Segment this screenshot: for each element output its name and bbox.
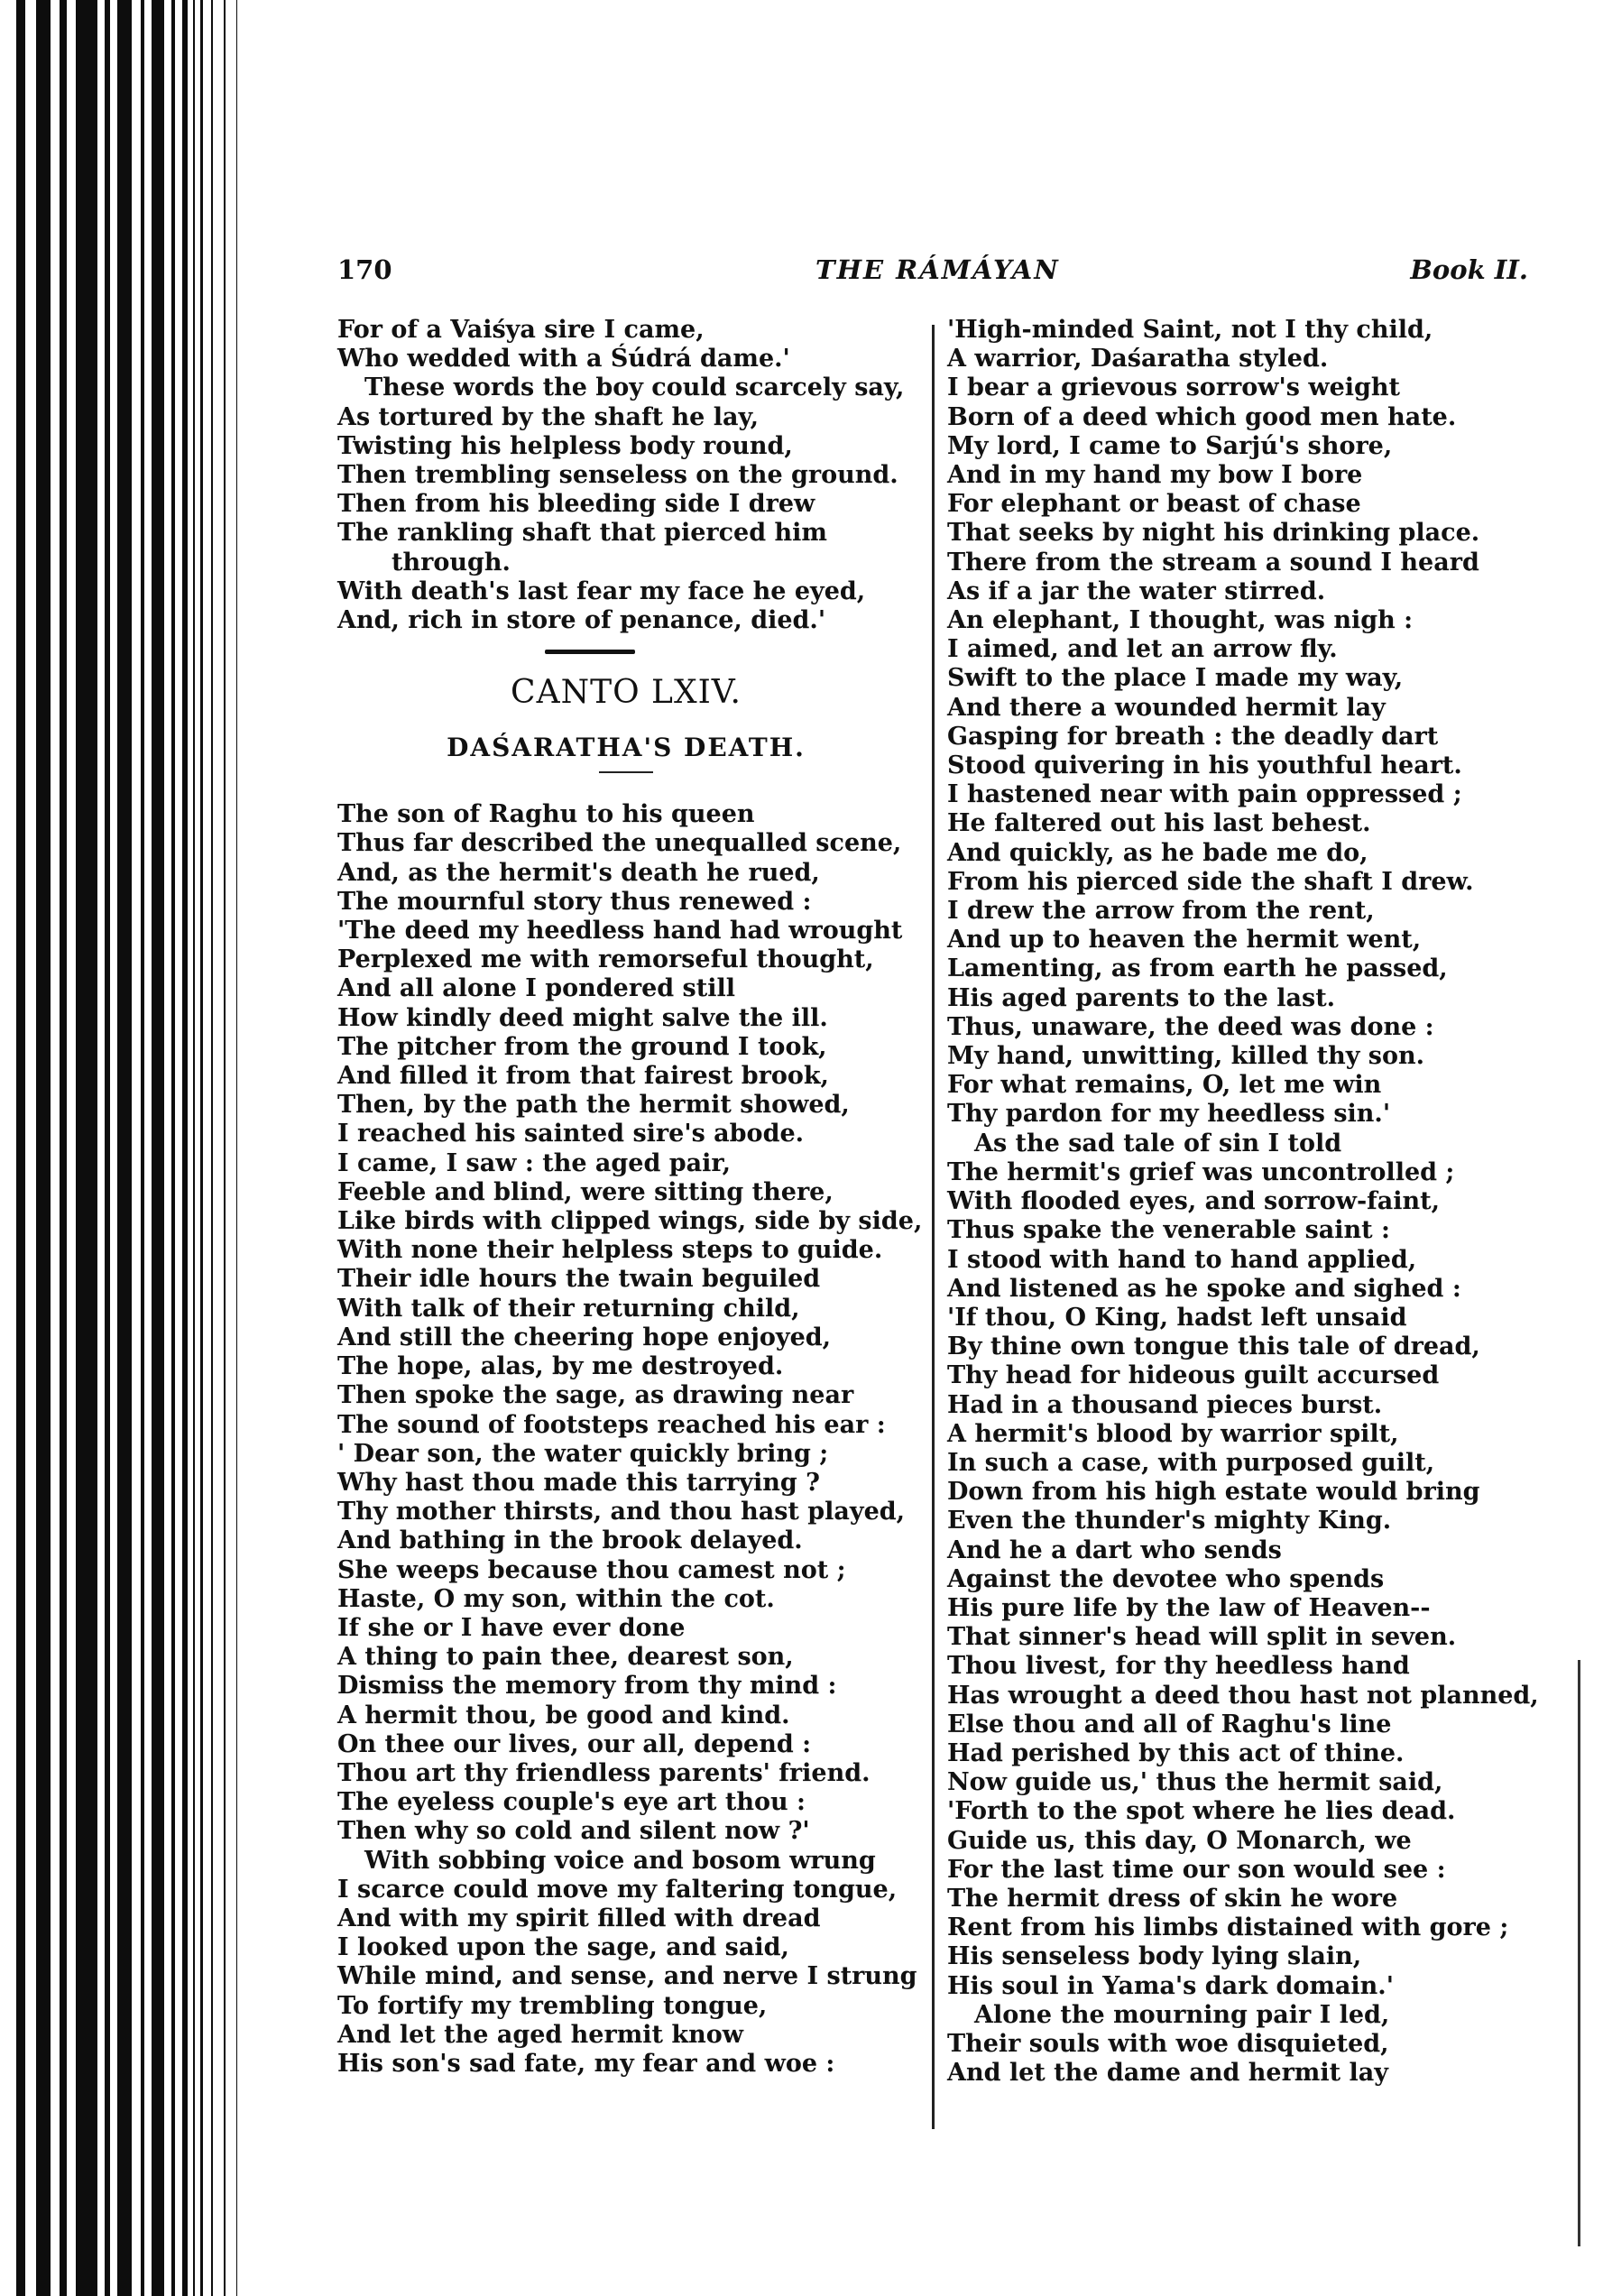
verse-line: Guide us, this day, O Monarch, we xyxy=(947,1826,1412,1855)
verse-line: Twisting his helpless body round, xyxy=(337,431,793,460)
verse-line: And let the aged hermit know xyxy=(337,2020,743,2049)
verse-line: Dismiss the memory from thy mind : xyxy=(337,1672,837,1701)
verse-line: Born of a deed which good men hate. xyxy=(947,402,1457,431)
verse-line: And, as the hermit's death he rued, xyxy=(337,858,820,887)
verse-line: Thus far described the unequalled scene, xyxy=(337,829,902,858)
verse-line: As if a jar the water stirred. xyxy=(947,576,1326,605)
verse-line: Swift to the place I made my way, xyxy=(947,664,1404,693)
verse-line: Thy head for hideous guilt accursed xyxy=(947,1361,1440,1390)
verse-line: Haste, O my son, within the cot. xyxy=(337,1584,775,1613)
verse-line: The son of Raghu to his queen xyxy=(337,800,755,829)
verse-line: As the sad tale of sin I told xyxy=(974,1129,1342,1157)
verse-line: That seeks by night his drinking place. xyxy=(947,519,1480,548)
verse-line: Thy mother thirsts, and thou hast played, xyxy=(337,1498,906,1526)
verse-line: That sinner's head will split in seven. xyxy=(947,1623,1457,1652)
verse-line: A thing to pain thee, dearest son, xyxy=(337,1643,794,1672)
verse-line: And there a wounded hermit lay xyxy=(947,693,1386,722)
verse-line: I looked upon the sage, and said, xyxy=(337,1933,789,1962)
verse-line: And all alone I pondered still xyxy=(337,974,735,1003)
verse-line: The rankling shaft that pierced him xyxy=(337,519,827,548)
verse-line: Then spoke the sage, as drawing near xyxy=(337,1381,854,1410)
verse-line: And, rich in store of penance, died.' xyxy=(337,606,826,635)
verse-line: Who wedded with a Śúdrá dame.' xyxy=(337,345,790,373)
verse-line: My lord, I came to Sarjú's shore, xyxy=(947,431,1393,460)
verse-line: Alone the mourning pair I led, xyxy=(974,2000,1390,2029)
verse-line: I hastened near with pain oppressed ; xyxy=(947,780,1462,809)
verse-line: His pure life by the law of Heaven-- xyxy=(947,1593,1431,1622)
verse-line: The mournful story thus renewed : xyxy=(337,887,812,916)
verse-line: Thus, unaware, the deed was done : xyxy=(947,1012,1434,1041)
verse-line: The hope, alas, by me destroyed. xyxy=(337,1352,784,1381)
verse-line: I scarce could move my faltering tongue, xyxy=(337,1875,898,1904)
verse-line: He faltered out his last behest. xyxy=(947,809,1371,838)
verse-line: A warrior, Daśaratha styled. xyxy=(947,345,1329,373)
verse-line: Then why so cold and silent now ?' xyxy=(337,1817,810,1846)
verse-line: Then from his bleeding side I drew xyxy=(337,490,815,519)
right-column xyxy=(947,316,1539,2088)
verse-line: An elephant, I thought, was nigh : xyxy=(947,606,1414,635)
verse-line: For the last time our son would see : xyxy=(947,1855,1446,1884)
verse-line: From his pierced side the shaft I drew. xyxy=(947,867,1474,896)
verse-line: I drew the arrow from the rent, xyxy=(947,897,1375,926)
verse-line: If she or I have ever done xyxy=(337,1613,686,1642)
verse-line: Else thou and all of Raghu's line xyxy=(947,1710,1392,1738)
verse-line: And he a dart who sends xyxy=(947,1535,1282,1564)
verse-line: While mind, and sense, and nerve I strung xyxy=(337,1962,917,1991)
verse-line: Thou livest, for thy heedless hand xyxy=(947,1652,1410,1681)
verse-line: Feeble and blind, were sitting there, xyxy=(337,1177,834,1206)
verse-line: The pitcher from the ground I took, xyxy=(337,1032,827,1061)
verse-line: Now guide us,' thus the hermit said, xyxy=(947,1768,1443,1797)
verse-line: 'If thou, O King, hadst left unsaid xyxy=(947,1303,1407,1332)
verse-line: His soul in Yama's dark domain.' xyxy=(947,1971,1394,2000)
verse-line: The eyeless couple's eye art thou : xyxy=(337,1788,806,1817)
verse-block-top xyxy=(337,316,915,635)
verse-line: And bathing in the brook delayed. xyxy=(337,1526,803,1555)
verse-line: Why hast thou made this tarrying ? xyxy=(337,1468,820,1497)
verse-line: Their idle hours the twain beguiled xyxy=(337,1265,821,1294)
verse-line: On thee our lives, our all, depend : xyxy=(337,1729,812,1758)
verse-line: 'High-minded Saint, not I thy child, xyxy=(947,316,1433,344)
verse-line: I stood with hand to hand applied, xyxy=(947,1245,1417,1274)
verse-line: Had perished by this act of thine. xyxy=(947,1738,1405,1767)
verse-line: For what remains, O, let me win xyxy=(947,1071,1382,1100)
verse-line: His aged parents to the last. xyxy=(947,983,1336,1012)
page-header xyxy=(337,254,1528,296)
verse-line: With sobbing voice and bosom wrung xyxy=(364,1846,876,1875)
verse-line: His son's sad fate, my fear and woe : xyxy=(337,2049,835,2078)
verse-line: With flooded eyes, and sorrow-faint, xyxy=(947,1187,1441,1216)
verse-line: And listened as he spoke and sighed : xyxy=(947,1274,1461,1303)
verse-line: How kindly deed might salve the ill. xyxy=(337,1003,828,1032)
verse-line: Had in a thousand pieces burst. xyxy=(947,1390,1383,1419)
verse-line: Thy pardon for my heedless sin.' xyxy=(947,1100,1391,1129)
verse-line: The hermit dress of skin he wore xyxy=(947,1884,1398,1913)
verse-line: In such a case, with purposed guilt, xyxy=(947,1448,1435,1477)
verse-line: For of a Vaiśya sire I came, xyxy=(337,316,705,344)
verse-line: Stood quivering in his youthful heart. xyxy=(947,752,1462,780)
verse-line: With talk of their returning child, xyxy=(337,1294,800,1323)
verse-line: Down from his high estate would bring xyxy=(947,1478,1480,1507)
verse-line: 'Forth to the spot where he lies dead. xyxy=(947,1797,1456,1826)
book-binding-edge xyxy=(0,0,262,2296)
verse-line: His senseless body lying slain, xyxy=(947,1942,1362,1971)
column-divider xyxy=(932,325,935,2129)
verse-line: By thine own tongue this tale of dread, xyxy=(947,1332,1480,1361)
verse-line: I aimed, and let an arrow fly. xyxy=(947,635,1338,664)
verse-line: Their souls with woe disquieted, xyxy=(947,2029,1389,2058)
verse-line: Perplexed me with remorseful thought, xyxy=(337,945,874,974)
verse-line: My hand, unwitting, killed thy son. xyxy=(947,1042,1425,1071)
left-column xyxy=(337,316,923,2079)
verse-line: Even the thunder's mighty King. xyxy=(947,1507,1392,1535)
verse-line: To fortify my trembling tongue, xyxy=(337,1991,768,2020)
book-label: Book II. xyxy=(1410,254,1528,285)
verse-line: And filled it from that fairest brook, xyxy=(337,1062,829,1091)
ornamental-divider xyxy=(545,650,635,654)
verse-line: I reached his sainted sire's abode. xyxy=(337,1120,805,1148)
verse-line: The sound of footsteps reached his ear : xyxy=(337,1410,886,1439)
verse-line: These words the boy could scarcely say, xyxy=(364,373,905,402)
verse-line: I bear a grievous sorrow's weight xyxy=(947,373,1401,402)
verse-line: And still the cheering hope enjoyed, xyxy=(337,1323,832,1351)
verse-block-right xyxy=(947,316,1539,2088)
running-title: THE RÁMÁYAN xyxy=(815,254,1060,285)
verse-line: Gasping for breath : the deadly dart xyxy=(947,722,1439,751)
verse-line: And up to heaven the hermit went, xyxy=(947,926,1422,954)
verse-line: A hermit's blood by warrior spilt, xyxy=(947,1419,1399,1448)
verse-line: The hermit's grief was uncontrolled ; xyxy=(947,1157,1455,1186)
verse-line: And in my hand my bow I bore xyxy=(947,461,1363,490)
verse-line: She weeps because thou camest not ; xyxy=(337,1555,846,1584)
canto-subtitle: DAŚARATHA'S DEATH. xyxy=(447,733,806,763)
verse-line: And with my spirit filled with dread xyxy=(337,1904,821,1932)
verse-line: 'The deed my heedless hand had wrought xyxy=(337,917,903,945)
verse-line: Then, by the path the hermit showed, xyxy=(337,1091,850,1120)
verse-line: There from the stream a sound I heard xyxy=(947,548,1479,576)
canto-heading: CANTO LXIV. xyxy=(511,674,742,712)
verse-line: Rent from his limbs distained with gore ; xyxy=(947,1913,1509,1942)
page-number: 170 xyxy=(337,254,392,285)
subtitle-rule xyxy=(599,771,653,773)
verse-line: Against the devotee who spends xyxy=(947,1564,1385,1593)
page-edge-rule xyxy=(1578,1660,1580,2246)
verse-line: And let the dame and hermit lay xyxy=(947,2059,1388,2088)
verse-line: ' Dear son, the water quickly bring ; xyxy=(337,1439,829,1468)
verse-line: As tortured by the shaft he lay, xyxy=(337,402,759,431)
verse-line: I came, I saw : the aged pair, xyxy=(337,1148,732,1177)
verse-line: For elephant or beast of chase xyxy=(947,490,1361,519)
verse-line: Thus spake the venerable saint : xyxy=(947,1216,1391,1245)
verse-line: Thou art thy friendless parents' friend. xyxy=(337,1758,871,1787)
verse-line: And quickly, as he bade me do, xyxy=(947,838,1368,867)
verse-line: through. xyxy=(392,548,511,576)
verse-line: A hermit thou, be good and kind. xyxy=(337,1701,790,1729)
verse-line: Lamenting, as from earth he passed, xyxy=(947,954,1448,983)
verse-line: Has wrought a deed thou hast not planned, xyxy=(947,1681,1539,1710)
verse-line: With death's last fear my face he eyed, xyxy=(337,576,866,605)
verse-line: With none their helpless steps to guide. xyxy=(337,1236,883,1265)
verse-line: Like birds with clipped wings, side by side, xyxy=(337,1207,923,1236)
verse-block-canto xyxy=(337,800,923,2079)
verse-line: Then trembling senseless on the ground. xyxy=(337,461,898,490)
